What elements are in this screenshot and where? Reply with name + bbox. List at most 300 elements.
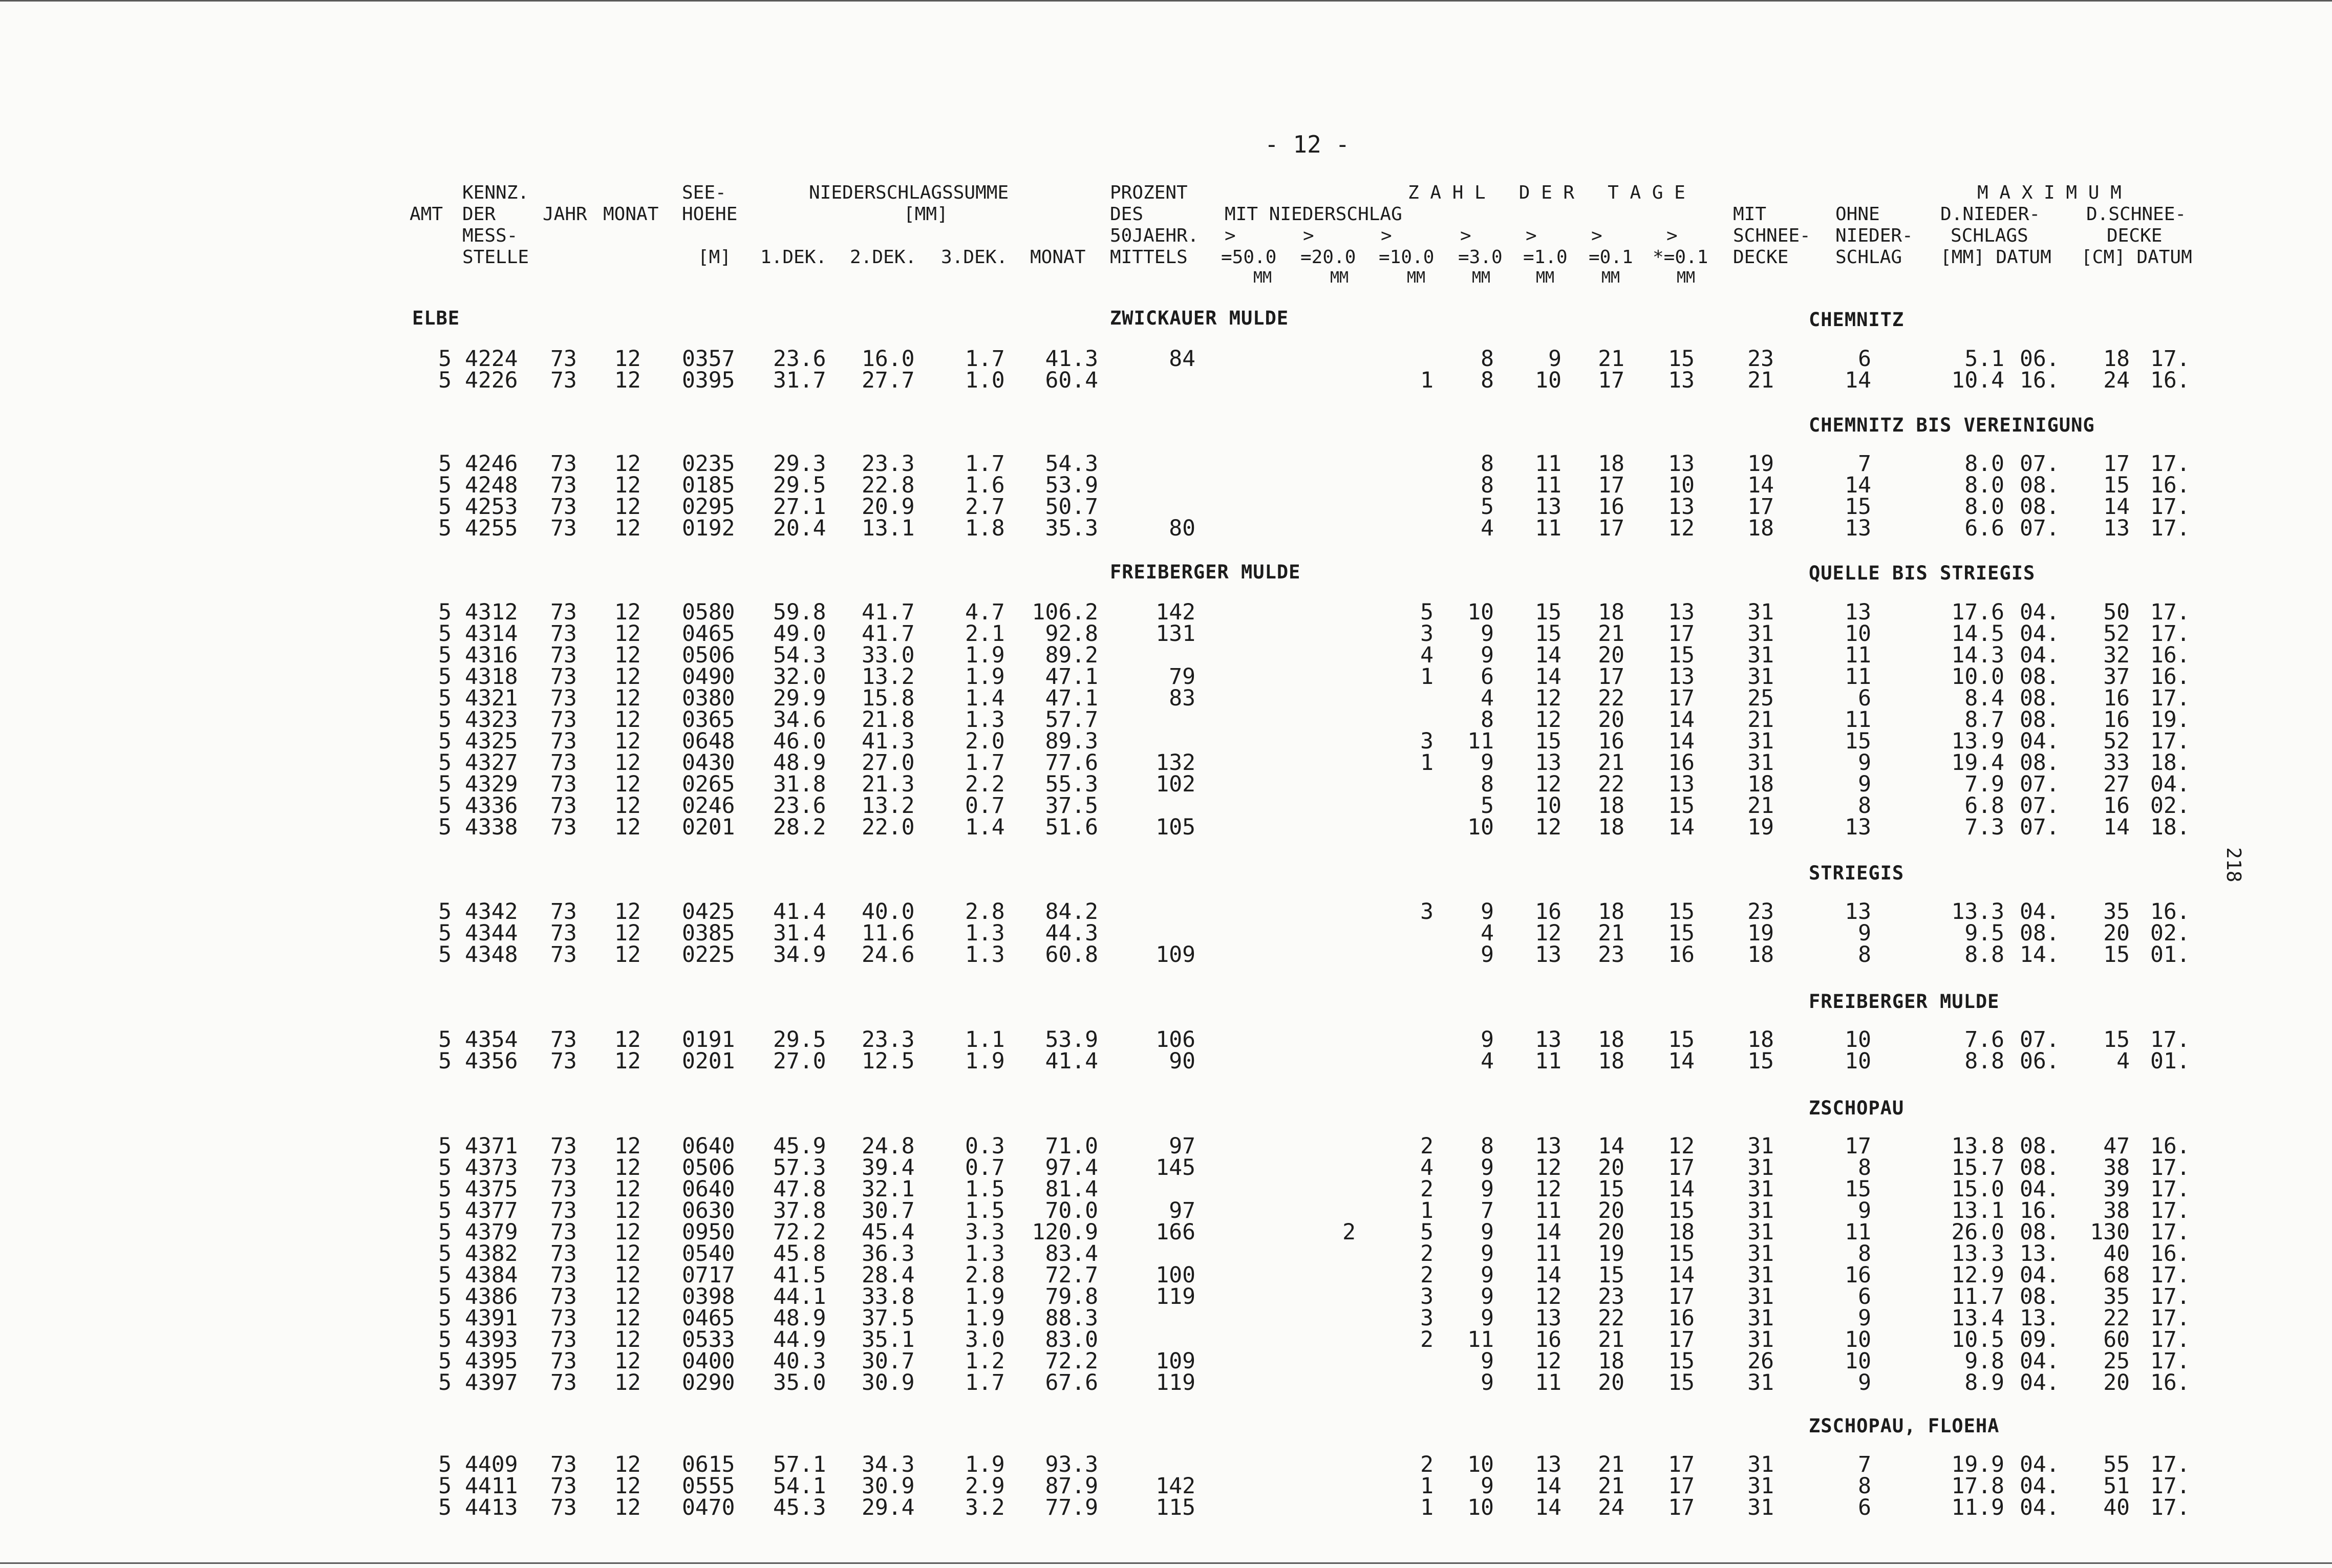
days-lt01-cell: 15 [1668, 1241, 1695, 1266]
max-precip-cell: 14.5 [1951, 621, 2004, 647]
month-sum-cell: 60.4 [1045, 368, 1098, 393]
station-cell: 4391 [465, 1305, 518, 1331]
dek3-cell: 2.8 [965, 1262, 1005, 1288]
max-precip-cell: 10.4 [1951, 368, 2004, 393]
month-cell: 12 [614, 1284, 641, 1309]
max-snow-cell: 15 [2103, 472, 2130, 498]
hdr-thr-val-6: =0.1 [1589, 247, 1633, 268]
hdr-seehoehe-2: HOEHE [682, 204, 738, 225]
station-cell: 4312 [465, 599, 518, 625]
percent-cell: 119 [1156, 1284, 1195, 1309]
days-3-cell: 5 [1481, 793, 1494, 819]
dek3-cell: 2.7 [965, 494, 1005, 520]
days-3-cell: 4 [1481, 685, 1494, 711]
max-snow-cell: 68 [2103, 1262, 2130, 1288]
max-snow-cell: 16 [2103, 793, 2130, 819]
altitude-cell: 0648 [682, 728, 735, 754]
max-precip-cell: 17.6 [1951, 599, 2004, 625]
altitude-cell: 0630 [682, 1198, 735, 1223]
days-10-cell: 3 [1420, 621, 1434, 647]
hdr-ohne-2: NIEDER- [1835, 225, 1913, 246]
hdr-dn-1: D.NIEDER- [1940, 204, 2041, 225]
snow-days-cell: 31 [1747, 1305, 1774, 1331]
station-cell: 4397 [465, 1370, 518, 1395]
days-3-cell: 8 [1481, 346, 1494, 372]
dek2-cell: 35.1 [862, 1327, 915, 1352]
days-1-cell: 13 [1535, 942, 1561, 968]
year-cell: 73 [550, 1284, 577, 1309]
max-precip-date-cell: 04. [2020, 1473, 2060, 1499]
max-precip-date-cell: 07. [2020, 814, 2060, 840]
altitude-cell: 0192 [682, 515, 735, 541]
year-cell: 73 [550, 451, 577, 477]
dek1-cell: 45.8 [773, 1241, 826, 1266]
days-lt01-cell: 15 [1668, 1370, 1695, 1395]
days-1-cell: 13 [1535, 1133, 1561, 1159]
dek3-cell: 1.3 [965, 942, 1005, 968]
max-precip-date-cell: 07. [2020, 793, 2060, 819]
year-cell: 73 [550, 1198, 577, 1223]
station-cell: 4382 [465, 1241, 518, 1266]
dek1-cell: 54.1 [773, 1473, 826, 1499]
days-3-cell: 9 [1481, 1348, 1494, 1374]
dek1-cell: 34.6 [773, 707, 826, 733]
amt-cell: 5 [438, 1027, 452, 1053]
bottom-edge [0, 1562, 2332, 1564]
altitude-cell: 0580 [682, 599, 735, 625]
altitude-cell: 0398 [682, 1284, 735, 1309]
max-precip-cell: 6.8 [1964, 793, 2004, 819]
max-snow-cell: 20 [2103, 1370, 2130, 1395]
altitude-cell: 0185 [682, 472, 735, 498]
max-snow-cell: 16 [2103, 707, 2130, 733]
days-10-cell: 4 [1420, 642, 1434, 668]
snow-days-cell: 19 [1747, 451, 1774, 477]
amt-cell: 5 [438, 750, 452, 776]
max-snow-date-cell: 04. [2150, 771, 2190, 797]
amt-cell: 5 [438, 1155, 452, 1180]
max-snow-cell: 14 [2103, 494, 2130, 520]
month-cell: 12 [614, 685, 641, 711]
dek2-cell: 23.3 [862, 451, 915, 477]
snow-days-cell: 31 [1747, 599, 1774, 625]
dry-days-cell: 13 [1845, 599, 1871, 625]
hdr-thr-val-4: =3.0 [1458, 247, 1503, 268]
days-3-cell: 4 [1481, 920, 1494, 946]
max-snow-date-cell: 17. [2150, 621, 2190, 647]
max-precip-date-cell: 08. [2020, 685, 2060, 711]
amt-cell: 5 [438, 771, 452, 797]
max-precip-date-cell: 04. [2020, 1495, 2060, 1520]
max-snow-date-cell: 17. [2150, 1176, 2190, 1202]
max-snow-date-cell: 17. [2150, 599, 2190, 625]
dek2-cell: 41.7 [862, 599, 915, 625]
max-precip-date-cell: 09. [2020, 1327, 2060, 1352]
month-sum-cell: 44.3 [1045, 920, 1098, 946]
hdr-kennz-4: STELLE [462, 247, 529, 268]
year-cell: 73 [550, 1305, 577, 1331]
days-3-cell: 8 [1481, 451, 1494, 477]
dry-days-cell: 16 [1845, 1262, 1871, 1288]
month-sum-cell: 53.9 [1045, 472, 1098, 498]
max-precip-cell: 13.1 [1951, 1198, 2004, 1223]
max-precip-cell: 8.7 [1964, 707, 2004, 733]
page-number: - 12 - [1265, 131, 1350, 158]
station-cell: 4348 [465, 942, 518, 968]
days-1-cell: 11 [1535, 1198, 1561, 1223]
snow-days-cell: 31 [1747, 1198, 1774, 1223]
dry-days-cell: 9 [1858, 771, 1871, 797]
dek2-cell: 24.8 [862, 1133, 915, 1159]
dek2-cell: 13.2 [862, 793, 915, 819]
days-10-cell: 1 [1420, 368, 1434, 393]
month-cell: 12 [614, 1305, 641, 1331]
station-cell: 4375 [465, 1176, 518, 1202]
dek2-cell: 22.0 [862, 814, 915, 840]
snow-days-cell: 31 [1747, 642, 1774, 668]
max-snow-date-cell: 18. [2150, 750, 2190, 776]
hdr-kennz-3: MESS- [462, 225, 518, 246]
max-snow-date-cell: 16. [2150, 368, 2190, 393]
days-3-cell: 9 [1481, 750, 1494, 776]
days-3-cell: 5 [1481, 494, 1494, 520]
dek3-cell: 2.9 [965, 1473, 1005, 1499]
month-sum-cell: 92.8 [1045, 621, 1098, 647]
dek1-cell: 27.0 [773, 1048, 826, 1074]
days-01-cell: 17 [1598, 664, 1624, 690]
max-precip-cell: 15.7 [1951, 1155, 2004, 1180]
amt-cell: 5 [438, 1262, 452, 1288]
hdr-ds-3: [CM] DATUM [2081, 247, 2192, 268]
hdr-jahr: JAHR [543, 204, 587, 225]
max-snow-cell: 4 [2116, 1048, 2130, 1074]
max-precip-cell: 7.9 [1964, 771, 2004, 797]
section-label: QUELLE BIS STRIEGIS [1809, 562, 2036, 584]
month-sum-cell: 89.2 [1045, 642, 1098, 668]
max-precip-cell: 11.9 [1951, 1495, 2004, 1520]
max-precip-cell: 12.9 [1951, 1262, 2004, 1288]
amt-cell: 5 [438, 621, 452, 647]
year-cell: 73 [550, 920, 577, 946]
altitude-cell: 0506 [682, 642, 735, 668]
year-cell: 73 [550, 771, 577, 797]
days-01-cell: 20 [1598, 1198, 1624, 1223]
days-lt01-cell: 12 [1668, 1133, 1695, 1159]
days-lt01-cell: 10 [1668, 472, 1695, 498]
dry-days-cell: 9 [1858, 750, 1871, 776]
max-precip-date-cell: 16. [2020, 368, 2060, 393]
year-cell: 73 [550, 899, 577, 925]
percent-cell: 109 [1156, 1348, 1195, 1374]
month-cell: 12 [614, 1155, 641, 1180]
amt-cell: 5 [438, 1284, 452, 1309]
altitude-cell: 0640 [682, 1133, 735, 1159]
altitude-cell: 0357 [682, 346, 735, 372]
days-3-cell: 9 [1481, 942, 1494, 968]
station-cell: 4356 [465, 1048, 518, 1074]
days-10-cell: 5 [1420, 599, 1434, 625]
max-precip-cell: 5.1 [1964, 346, 2004, 372]
month-sum-cell: 83.0 [1045, 1327, 1098, 1352]
dek1-cell: 29.5 [773, 472, 826, 498]
dek3-cell: 0.7 [965, 793, 1005, 819]
days-lt01-cell: 15 [1668, 920, 1695, 946]
days-1-cell: 15 [1535, 621, 1561, 647]
year-cell: 73 [550, 515, 577, 541]
year-cell: 73 [550, 728, 577, 754]
year-cell: 73 [550, 664, 577, 690]
year-cell: 73 [550, 1452, 577, 1477]
days-lt01-cell: 17 [1668, 1452, 1695, 1477]
days-lt01-cell: 15 [1668, 642, 1695, 668]
days-10-cell: 2 [1420, 1133, 1434, 1159]
max-snow-date-cell: 16. [2150, 899, 2190, 925]
days-10-cell: 1 [1420, 750, 1434, 776]
days-3-cell: 9 [1481, 1473, 1494, 1499]
max-precip-date-cell: 04. [2020, 1370, 2060, 1395]
max-precip-cell: 26.0 [1951, 1219, 2004, 1245]
dek1-cell: 31.4 [773, 920, 826, 946]
amt-cell: 5 [438, 664, 452, 690]
month-sum-cell: 77.6 [1045, 750, 1098, 776]
year-cell: 73 [550, 1133, 577, 1159]
month-sum-cell: 70.0 [1045, 1198, 1098, 1223]
days-lt01-cell: 16 [1668, 750, 1695, 776]
dek3-cell: 1.4 [965, 814, 1005, 840]
max-snow-date-cell: 17. [2150, 1219, 2190, 1245]
max-precip-cell: 8.0 [1964, 472, 2004, 498]
amt-cell: 5 [438, 920, 452, 946]
max-snow-date-cell: 01. [2150, 942, 2190, 968]
dek2-cell: 30.7 [862, 1198, 915, 1223]
altitude-cell: 0246 [682, 793, 735, 819]
max-snow-cell: 18 [2103, 346, 2130, 372]
year-cell: 73 [550, 642, 577, 668]
amt-cell: 5 [438, 1219, 452, 1245]
days-01-cell: 22 [1598, 771, 1624, 797]
max-precip-cell: 10.5 [1951, 1327, 2004, 1352]
dek2-cell: 28.4 [862, 1262, 915, 1288]
amt-cell: 5 [438, 451, 452, 477]
max-snow-date-cell: 17. [2150, 1305, 2190, 1331]
dry-days-cell: 6 [1858, 346, 1871, 372]
dek1-cell: 46.0 [773, 728, 826, 754]
max-snow-cell: 15 [2103, 1027, 2130, 1053]
section-label: STRIEGIS [1809, 862, 1905, 884]
max-snow-cell: 47 [2103, 1133, 2130, 1159]
dek2-cell: 41.7 [862, 621, 915, 647]
dek2-cell: 37.5 [862, 1305, 915, 1331]
amt-cell: 5 [438, 1495, 452, 1520]
days-3-cell: 8 [1481, 472, 1494, 498]
year-cell: 73 [550, 346, 577, 372]
dek3-cell: 1.9 [965, 664, 1005, 690]
dek1-cell: 59.8 [773, 599, 826, 625]
altitude-cell: 0465 [682, 1305, 735, 1331]
hdr-thr-unit-3: MM [1407, 269, 1426, 287]
dek1-cell: 72.2 [773, 1219, 826, 1245]
percent-cell: 142 [1156, 1473, 1195, 1499]
dek3-cell: 1.3 [965, 920, 1005, 946]
amt-cell: 5 [438, 942, 452, 968]
max-snow-cell: 52 [2103, 621, 2130, 647]
hdr-seehoehe-1: SEE- [682, 182, 726, 203]
dek2-cell: 29.4 [862, 1495, 915, 1520]
hdr-thr-unit-6: MM [1601, 269, 1620, 287]
days-1-cell: 13 [1535, 750, 1561, 776]
max-snow-cell: 35 [2103, 1284, 2130, 1309]
max-snow-cell: 39 [2103, 1176, 2130, 1202]
station-cell: 4314 [465, 621, 518, 647]
days-1-cell: 11 [1535, 472, 1561, 498]
altitude-cell: 0395 [682, 368, 735, 393]
max-snow-date-cell: 17. [2150, 515, 2190, 541]
dek1-cell: 34.9 [773, 942, 826, 968]
month-cell: 12 [614, 814, 641, 840]
dry-days-cell: 13 [1845, 515, 1871, 541]
altitude-cell: 0470 [682, 1495, 735, 1520]
max-snow-date-cell: 17. [2150, 728, 2190, 754]
month-cell: 12 [614, 1048, 641, 1074]
days-3-cell: 4 [1481, 1048, 1494, 1074]
month-cell: 12 [614, 1327, 641, 1352]
station-cell: 4371 [465, 1133, 518, 1159]
days-1-cell: 16 [1535, 1327, 1561, 1352]
max-precip-date-cell: 07. [2020, 451, 2060, 477]
max-snow-date-cell: 17. [2150, 1327, 2190, 1352]
max-snow-cell: 32 [2103, 642, 2130, 668]
max-snow-date-cell: 16. [2150, 1133, 2190, 1159]
days-3-cell: 9 [1481, 1027, 1494, 1053]
hdr-thr-unit-4: MM [1472, 269, 1491, 287]
station-cell: 4338 [465, 814, 518, 840]
hdr-thr-unit-1: MM [1253, 269, 1272, 287]
altitude-cell: 0430 [682, 750, 735, 776]
max-precip-cell: 9.8 [1964, 1348, 2004, 1374]
month-sum-cell: 50.7 [1045, 494, 1098, 520]
dek1-cell: 57.3 [773, 1155, 826, 1180]
hdr-ds-2: DECKE [2107, 225, 2163, 246]
dry-days-cell: 8 [1858, 1155, 1871, 1180]
dek1-cell: 31.7 [773, 368, 826, 393]
station-cell: 4393 [465, 1327, 518, 1352]
max-precip-cell: 10.0 [1951, 664, 2004, 690]
station-cell: 4373 [465, 1155, 518, 1180]
snow-days-cell: 14 [1747, 472, 1774, 498]
dek2-cell: 27.0 [862, 750, 915, 776]
snow-days-cell: 31 [1747, 1241, 1774, 1266]
month-cell: 12 [614, 1241, 641, 1266]
days-10-cell: 2 [1420, 1327, 1434, 1352]
station-cell: 4342 [465, 899, 518, 925]
max-snow-cell: 40 [2103, 1495, 2130, 1520]
hdr-mit-schnee-3: DECKE [1733, 247, 1789, 268]
hdr-niederschlagssumme: NIEDERSCHLAGSSUMME [809, 182, 1009, 203]
month-sum-cell: 72.2 [1045, 1348, 1098, 1374]
dek1-cell: 45.3 [773, 1495, 826, 1520]
days-10-cell: 1 [1420, 1495, 1434, 1520]
month-sum-cell: 67.6 [1045, 1370, 1098, 1395]
snow-days-cell: 21 [1747, 707, 1774, 733]
percent-cell: 79 [1169, 664, 1195, 690]
month-sum-cell: 54.3 [1045, 451, 1098, 477]
snow-days-cell: 31 [1747, 1262, 1774, 1288]
days-10-cell: 2 [1420, 1452, 1434, 1477]
altitude-cell: 0290 [682, 1370, 735, 1395]
snow-days-cell: 21 [1747, 793, 1774, 819]
max-snow-date-cell: 17. [2150, 1452, 2190, 1477]
hdr-thr-val-3: =10.0 [1379, 247, 1435, 268]
dek1-cell: 48.9 [773, 750, 826, 776]
dry-days-cell: 10 [1845, 1327, 1871, 1352]
max-precip-cell: 7.3 [1964, 814, 2004, 840]
hdr-kennz-1: KENNZ. [462, 182, 529, 203]
max-precip-date-cell: 04. [2020, 1348, 2060, 1374]
snow-days-cell: 31 [1747, 1473, 1774, 1499]
station-cell: 4253 [465, 494, 518, 520]
days-01-cell: 22 [1598, 1305, 1624, 1331]
dek3-cell: 0.3 [965, 1133, 1005, 1159]
dek1-cell: 44.1 [773, 1284, 826, 1309]
days-10-cell: 4 [1420, 1155, 1434, 1180]
amt-cell: 5 [438, 899, 452, 925]
year-cell: 73 [550, 793, 577, 819]
hdr-mit-schnee-2: SCHNEE- [1733, 225, 1811, 246]
month-cell: 12 [614, 451, 641, 477]
hdr-thr-gt-1: > [1225, 225, 1236, 246]
dek1-cell: 23.6 [773, 346, 826, 372]
hdr-thr-val-2: =20.0 [1300, 247, 1356, 268]
year-cell: 73 [550, 1219, 577, 1245]
month-cell: 12 [614, 1176, 641, 1202]
max-precip-date-cell: 08. [2020, 494, 2060, 520]
max-precip-cell: 8.8 [1964, 1048, 2004, 1074]
month-cell: 12 [614, 472, 641, 498]
dek1-cell: 29.9 [773, 685, 826, 711]
days-1-cell: 16 [1535, 899, 1561, 925]
month-cell: 12 [614, 1473, 641, 1499]
month-sum-cell: 89.3 [1045, 728, 1098, 754]
dek2-cell: 21.8 [862, 707, 915, 733]
days-01-cell: 19 [1598, 1241, 1624, 1266]
days-lt01-cell: 16 [1668, 1305, 1695, 1331]
days-01-cell: 24 [1598, 1495, 1624, 1520]
dek2-cell: 16.0 [862, 346, 915, 372]
amt-cell: 5 [438, 1241, 452, 1266]
dry-days-cell: 7 [1858, 1452, 1871, 1477]
hdr-prozent-4: MITTELS [1110, 247, 1188, 268]
month-cell: 12 [614, 1348, 641, 1374]
days-1-cell: 9 [1548, 346, 1561, 372]
dek1-cell: 29.3 [773, 451, 826, 477]
dek3-cell: 2.8 [965, 899, 1005, 925]
days-1-cell: 14 [1535, 1219, 1561, 1245]
month-sum-cell: 87.9 [1045, 1473, 1098, 1499]
max-snow-cell: 33 [2103, 750, 2130, 776]
dry-days-cell: 8 [1858, 793, 1871, 819]
month-sum-cell: 97.4 [1045, 1155, 1098, 1180]
max-precip-date-cell: 08. [2020, 920, 2060, 946]
max-precip-date-cell: 07. [2020, 515, 2060, 541]
max-precip-date-cell: 04. [2020, 728, 2060, 754]
max-precip-date-cell: 04. [2020, 1176, 2060, 1202]
dek2-cell: 30.9 [862, 1473, 915, 1499]
amt-cell: 5 [438, 494, 452, 520]
dek3-cell: 0.7 [965, 1155, 1005, 1180]
days-01-cell: 18 [1598, 1348, 1624, 1374]
month-sum-cell: 51.6 [1045, 814, 1098, 840]
dek3-cell: 3.2 [965, 1495, 1005, 1520]
